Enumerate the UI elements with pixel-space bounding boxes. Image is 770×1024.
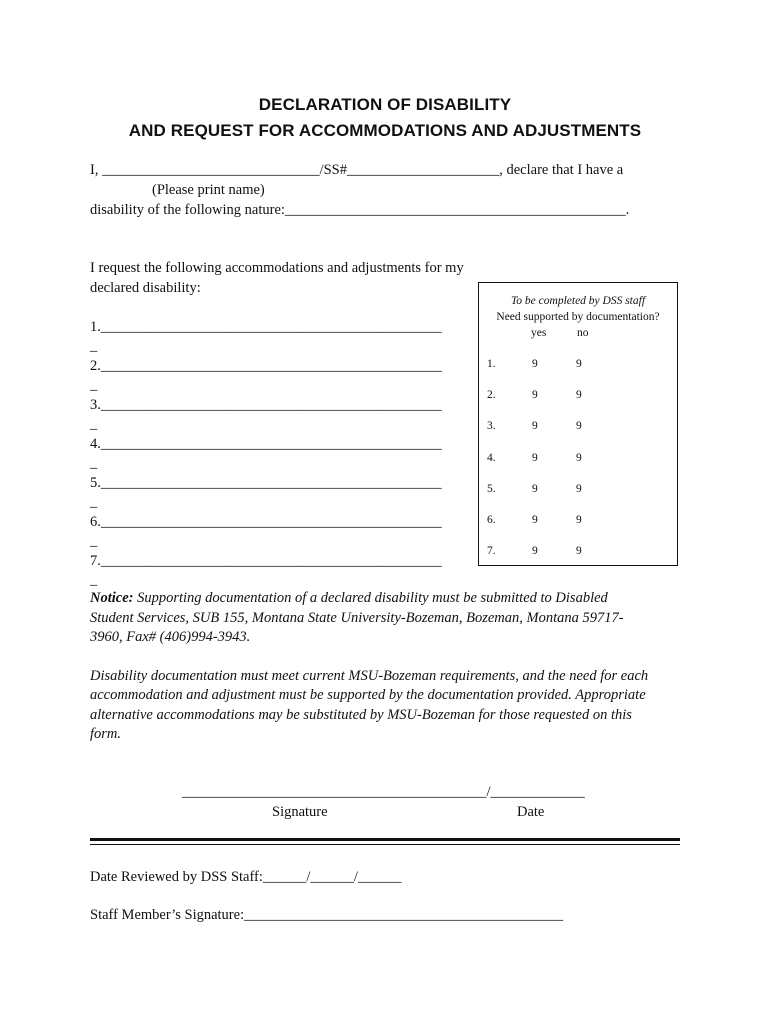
- accommodation-item-6-cont: _: [90, 533, 98, 549]
- accommodation-item-2-cont: _: [90, 377, 98, 393]
- accommodation-item-4-cont: _: [90, 455, 98, 471]
- yes-checkbox[interactable]: 9: [532, 514, 538, 526]
- staff-box-question: Need supported by documentation?: [496, 311, 660, 323]
- staff-box-row: [479, 483, 677, 499]
- accommodation-item-6[interactable]: 6._______________________________________________: [90, 514, 442, 530]
- accommodation-item-2[interactable]: 2._______________________________________________: [90, 358, 442, 374]
- staff-box-column-headers: [479, 327, 677, 343]
- staff-box-heading: To be completed by DSS staff: [510, 295, 646, 307]
- page-subtitle: AND REQUEST FOR ACCOMMODATIONS AND ADJUSTMENTS: [128, 121, 642, 140]
- request-intro-line1: I request the following accommodations and adjustments for my: [90, 260, 464, 276]
- row-number: 6.: [487, 514, 496, 526]
- no-checkbox[interactable]: 9: [576, 452, 582, 464]
- declaration-line[interactable]: I, ______________________________/SS#_____________________, declare that I have a: [90, 162, 624, 178]
- yes-checkbox[interactable]: 9: [532, 420, 538, 432]
- notice-line3: 3960, Fax# (406)994-3943.: [90, 629, 251, 645]
- yes-checkbox[interactable]: 9: [532, 452, 538, 464]
- accommodation-item-4[interactable]: 4._______________________________________________: [90, 436, 442, 452]
- yes-checkbox[interactable]: 9: [532, 358, 538, 370]
- notice-line1: [90, 590, 608, 607]
- yes-checkbox[interactable]: 9: [532, 545, 538, 557]
- requirements-line3: alternative accommodations may be substituted by MSU-Bozeman for those requested on this: [90, 707, 632, 723]
- date-reviewed-field[interactable]: Date Reviewed by DSS Staff:______/______/______: [90, 869, 402, 885]
- request-intro-line2: declared disability:: [90, 280, 201, 296]
- accommodation-item-7[interactable]: 7._______________________________________________: [90, 553, 442, 569]
- yes-column-header: yes: [531, 327, 547, 339]
- staff-signature-field[interactable]: Staff Member’s Signature:____________________________________________: [90, 907, 564, 923]
- print-name-hint: (Please print name): [152, 182, 265, 198]
- notice-text: Supporting documentation of a declared disability must be submitted to Disabled: [133, 590, 608, 606]
- no-checkbox[interactable]: 9: [576, 420, 582, 432]
- accommodation-item-1[interactable]: 1._______________________________________________: [90, 319, 442, 335]
- staff-box-row: [479, 452, 677, 468]
- accommodation-item-7-cont: _: [90, 572, 98, 588]
- accommodation-item-1-cont: _: [90, 338, 98, 354]
- divider-thick: [90, 838, 680, 841]
- no-column-header: no: [577, 327, 589, 339]
- row-number: 3.: [487, 420, 496, 432]
- row-number: 5.: [487, 483, 496, 495]
- no-checkbox[interactable]: 9: [576, 514, 582, 526]
- signature-date-line[interactable]: __________________________________________/_____________: [182, 784, 585, 800]
- no-checkbox[interactable]: 9: [576, 358, 582, 370]
- accommodation-item-5[interactable]: 5._______________________________________________: [90, 475, 442, 491]
- notice-line2: Student Services, SUB 155, Montana State University-Bozeman, Bozeman, Montana 59717-: [90, 610, 624, 626]
- requirements-line1: Disability documentation must meet current MSU-Bozeman requirements, and the need for each: [90, 668, 649, 684]
- date-label: Date: [517, 804, 545, 820]
- notice-label: Notice:: [90, 590, 134, 606]
- page-title: DECLARATION OF DISABILITY: [258, 95, 512, 114]
- staff-box-row: [479, 358, 677, 374]
- row-number: 7.: [487, 545, 496, 557]
- row-number: 2.: [487, 389, 496, 401]
- accommodation-item-5-cont: _: [90, 494, 98, 510]
- staff-box-row: [479, 420, 677, 436]
- no-checkbox[interactable]: 9: [576, 545, 582, 557]
- row-number: 4.: [487, 452, 496, 464]
- row-number: 1.: [487, 358, 496, 370]
- yes-checkbox[interactable]: 9: [532, 483, 538, 495]
- dss-staff-box: [478, 282, 678, 566]
- no-checkbox[interactable]: 9: [576, 389, 582, 401]
- requirements-line2: accommodation and adjustment must be supported by the documentation provided. Appropriate: [90, 687, 646, 703]
- divider-thin: [90, 844, 680, 845]
- yes-checkbox[interactable]: 9: [532, 389, 538, 401]
- disability-nature-line[interactable]: disability of the following nature:_______________________________________________.: [90, 202, 630, 218]
- accommodation-item-3[interactable]: 3._______________________________________________: [90, 397, 442, 413]
- staff-box-row: [479, 545, 677, 561]
- staff-box-row: [479, 389, 677, 405]
- signature-label: Signature: [272, 804, 328, 820]
- no-checkbox[interactable]: 9: [576, 483, 582, 495]
- accommodation-item-3-cont: _: [90, 416, 98, 432]
- staff-box-row: [479, 514, 677, 530]
- requirements-line4: form.: [90, 726, 122, 742]
